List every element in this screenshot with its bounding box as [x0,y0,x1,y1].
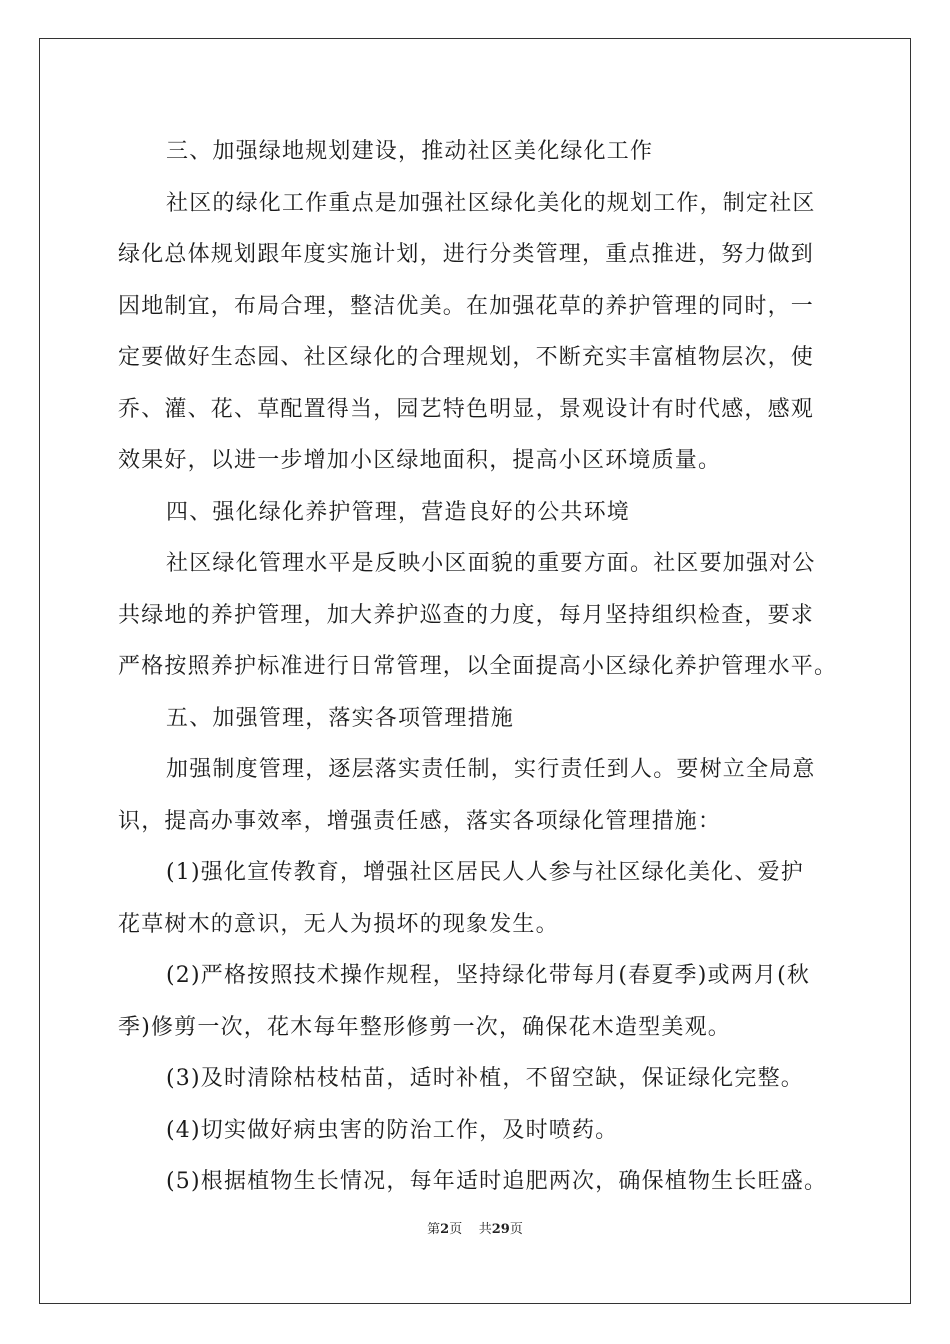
section-heading-5: 五、加强管理，落实各项管理措施 [166,705,515,731]
total-pages: 29 [491,1222,510,1237]
paragraph-line: 效果好，以进一步增加小区绿地面积，提高小区环境质量。 [118,448,722,473]
list-item-1-continued: 花草树木的意识，无人为损坏的现象发生。 [118,911,559,937]
paragraph-line: 绿化总体规划跟年度实施计划，进行分类管理，重点推进，努力做到 [118,242,815,267]
total-label-prefix: 共 [478,1222,492,1237]
list-item-2-continued: 季)修剪一次，花木每年整形修剪一次，确保花木造型美观。 [118,1014,731,1040]
document-body [118,126,838,1208]
paragraph-line: 因地制宜，布局合理，整洁优美。在加强花草的养护管理的同时，一 [118,293,815,319]
paragraph-line: 加强制度管理，逐层落实责任制，实行责任到人。要树立全局意 [166,757,816,782]
paragraph-line: 定要做好生态园、社区绿化的合理规划，不断充实丰富植物层次，使 [118,345,815,370]
paragraph-line: 共绿地的养护管理，加大养护巡查的力度，每月坚持组织检查，要求 [118,602,815,628]
page-number: 2 [440,1222,450,1237]
list-item-1: (1)强化宣传教育，增强社区居民人人参与社区绿化美化、爱护 [166,860,804,885]
page-label-suffix: 页 [449,1222,463,1237]
total-label-suffix: 页 [509,1222,523,1237]
list-item-5: (5)根据植物生长情况，每年适时追肥两次，确保植物生长旺盛。 [166,1169,828,1194]
paragraph-line: 社区的绿化工作重点是加强社区绿化美化的规划工作，制定社区 [166,190,816,216]
list-item-2: (2)严格按照技术操作规程，坚持绿化带每月(春夏季)或两月(秋 [166,963,811,988]
paragraph-line: 乔、灌、花、草配置得当，园艺特色明显，景观设计有时代感，感观 [118,396,815,422]
paragraph-line: 社区绿化管理水平是反映小区面貌的重要方面。社区要加强对公 [166,551,816,576]
paragraph-line: 严格按照养护标准进行日常管理，以全面提高小区绿化养护管理水平。 [118,654,838,679]
page-footer [0,1218,950,1237]
section-heading-4: 四、强化绿化养护管理，营造良好的公共环境 [166,499,631,525]
list-item-3: (3)及时清除枯枝枯苗，适时补植，不留空缺，保证绿化完整。 [166,1066,804,1091]
list-item-4: (4)切实做好病虫害的防治工作，及时喷药。 [166,1117,619,1143]
paragraph-line: 识，提高办事效率，增强责任感，落实各项绿化管理措施： [118,808,722,834]
section-heading-3: 三、加强绿地规划建设，推动社区美化绿化工作 [166,139,654,164]
page-label-prefix: 第 [427,1222,441,1237]
